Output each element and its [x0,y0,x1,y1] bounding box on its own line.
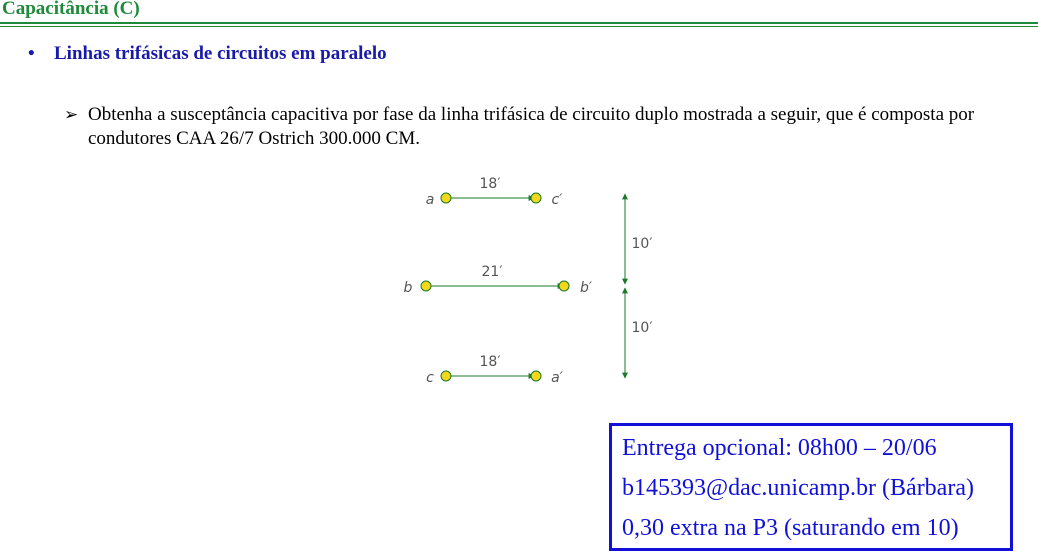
slide-title: Capacitância (C) [2,0,140,19]
conductor-label-b: b [403,280,413,296]
vertical-label-upper: 10′ [631,236,653,252]
vertical-dimensions [625,194,653,378]
arrow-bullet-icon: ➢ [64,105,79,124]
conductor-label-a-prime: a′ [551,370,563,386]
distance-label-18-bottom: 18′ [479,354,501,370]
delivery-deadline: Entrega opcional: 08h00 – 20/06 [622,435,937,461]
conductor-a [441,193,451,203]
conductor-c [441,371,451,381]
conductor-label-c-prime: c′ [551,192,563,208]
conductor-label-b-prime: b′ [579,280,593,296]
conductor-label-c: c [426,370,434,386]
conductor-label-a: a [425,192,435,208]
conductor-row-c [426,354,564,386]
bullet-text: Linhas trifásicas de circuitos em paralelo [54,43,387,64]
distance-label-21: 21′ [481,264,503,280]
conductor-row-a [426,176,564,208]
delivery-info-box [609,423,1013,551]
distance-label-18-top: 18′ [479,176,501,192]
conductor-row-b [404,264,593,296]
delivery-bonus: 0,30 extra na P3 (saturando em 10) [622,515,959,541]
conductor-a-prime [531,371,541,381]
conductor-b-prime [559,281,569,291]
vertical-label-lower: 10′ [631,320,653,336]
delivery-email: b145393@dac.unicamp.br (Bárbara) [622,475,974,501]
bullet-marker: • [28,43,35,64]
sub-item-text: Obtenha a susceptância capacitiva por fase da linha trifásica de circuito duplo mostrada a seguir, que é composta por condutores CAA 26/7 Ostrich 300.000 CM. [88,104,975,149]
conductor-c-prime [531,193,541,203]
conductor-b [421,281,431,291]
